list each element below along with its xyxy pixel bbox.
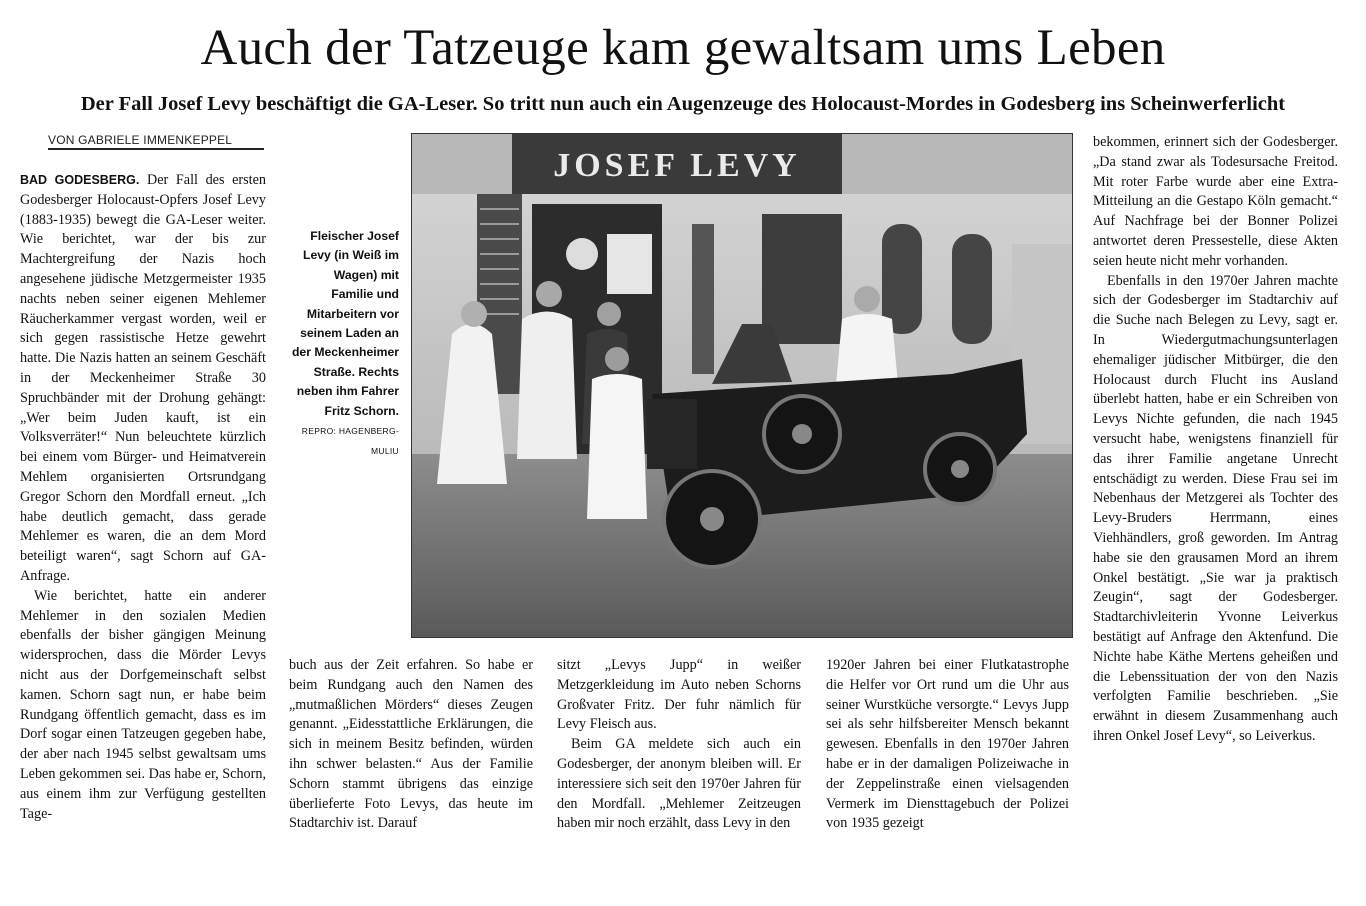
dateline: BAD GODESBERG.	[20, 173, 140, 187]
caption-text: Fleischer Josef Levy (in Weiß im Wagen) mit Familie und Mitarbeitern vor seinem Laden an der Meckenheimer Straße. Rechts neben ihm Fahrer Fritz Schorn.	[291, 229, 399, 418]
byline: VON GABRIELE IMMENKEPPEL	[48, 133, 264, 150]
article-column-2	[289, 656, 533, 851]
shop-sign-text: JOSEF LEVY	[553, 147, 801, 184]
paragraph	[20, 171, 266, 587]
subheadline: Der Fall Josef Levy beschäftigt die GA-Leser. So tritt nun auch ein Augenzeuge des Holocaust-Mordes in Godesberg ins Scheinwerferlicht	[80, 93, 1286, 115]
paragraph: sitzt „Levys Jupp“ in weißer Metzgerkleidung im Auto neben Schorns Großvater Fritz. Der fuhr nämlich für Levy Fleisch aus.	[557, 657, 801, 733]
article-column-4	[826, 656, 1069, 851]
paragraph: buch aus der Zeit erfahren. So habe er beim Rundgang auch den Namen des „mutmaßlichen Mörders“ dieses Zeugen genannt. „Eidesstattliche Erklärungen, die sich in meinem Besitz befinden, würden ihn schwer belasten.“ Aus der Familie Schorn stammt übrigens das einzige überlieferte Foto Levys, das heute im Stadtarchiv ist. Darauf	[289, 657, 533, 832]
photo-caption	[289, 227, 399, 462]
paragraph: Beim GA meldete sich auch ein Godesberger, der anonym bleiben will. Er interessiere sich seit den 1970er Jahren für den Mordfall. „Mehlemer Zeitzeugen haben mir noch erzählt, dass Levy in den	[557, 736, 801, 832]
paragraph-text: Der Fall des ersten Godesberger Holocaust-Opfers Josef Levy (1883-1935) bewegt die GA-Leser weiter. Wie berichtet, war der bis zur Machtergreifung der Nazis hoch angesehene jüdische Metzgermeister 1935 nachts neben seiner eigenen Mehlemer Räucherkammer vergast worden, weil er sich gegen rassistische Hetze gewehrt hatte. Die Nazis hatten an seinem Geschäft in der Meckenheimer Straße 30 Spruchbänder mit der Drohung gehängt: „Wer beim Juden kauft, ist ein Volksverräter!“ Nun beleuchtete kürzlich bei einem vom Bürger- und Heimatverein Mehlem organisierten Ortsrundgang Gregor Schorn den Mordfall erneut. „Ich habe deutlich gemacht, dass gerade Mehlemer es waren, die an dem Mord beteiligt waren“, sagt Schorn auf GA-Anfrage.	[20, 172, 266, 584]
headline: Auch der Tatzeuge kam gewaltsam ums Leben	[200, 20, 1166, 76]
photo-illustration	[412, 134, 1072, 637]
historic-photo	[411, 133, 1073, 638]
paragraph: Ebenfalls in den 1970er Jahren machte sich der Godesberger im Stadtarchiv auf die Suche nach Belegen zu Levy, sagt er. In Wiedergutmachungsunterlagen ehemaliger jüdischer Mitbürger, die den Holocaust durch Flucht ins Ausland überlebt hatten, habe er ein Schreiben von Levys Nichte gefunden, die nach 1945 versucht habe, wenigstens finanziell für das ihrer Familie angetane Unrecht entschädigt zu werden. Diese Frau sei im Nebenhaus der Metzgerei als Tochter des Levy-Bruders Herrmann, eines Viehhändlers, groß geworden. Im Antrag habe sie den grausamen Mord an ihrem Onkel bestätigt. „Sie war ja praktisch Zeugin“, sagt der Godesberger. Stadtarchivleiterin Yvonne Leiverkus bestätigt auf Anfrage den Aktenfund. Die Nichte habe Käthe Mertens geheißen und die Lebenssituation der von den Nazis verfolgten Familie beschrieben. „Sie erwähnt in diesem Zusammenhang auch ihren Onkel Josef Levy“, so Leiverkus.	[1093, 272, 1338, 744]
article-column-5	[1093, 133, 1338, 851]
article-column-1	[20, 171, 266, 851]
paragraph: Wie berichtet, hatte ein anderer Mehlemer in den sozialen Medien ebenfalls der bisher gängigen Meinung widersprochen, dass die Mörder Levys nicht aus der Dorfgemeinschaft selbst kamen. Schorn sagt nun, er habe beim Rundgang öffentlich gemacht, dass es im Dorf sogar einen Tatzeugen gegeben habe, der aber nach 1945 selbst gewaltsam ums Leben gekommen sei. Das habe er, Schorn, aus einem ihm zur Verfügung gestellten Tage-	[20, 587, 266, 822]
article-column-3	[557, 656, 801, 851]
photo-credit: REPRO: HAGENBERG-MULIU	[301, 426, 399, 457]
paragraph: 1920er Jahren bei einer Flutkatastrophe die Helfer vor Ort rund um die Uhr aus seiner Wurstküche versorgte.“ Levys Jupp sei als sehr hilfsbereiter Mensch bekannt gewesen. Ebenfalls in den 1970er Jahren habe er in der damaligen Polizeiwache in der Zeppelinstraße einen vielsagenden Vermerk im Diensttagebuch der Polizei von 1935 gezeigt	[826, 657, 1069, 832]
paragraph: bekommen, erinnert sich der Godesberger. „Da stand zwar als Todesursache Freitod. Mit roter Farbe wurde aber eine Extra-Mitteilung an die Gestapo Köln gemacht.“ Auf Nachfrage bei der Bonner Polizei antwortet deren Pressestelle, diese Akten seien heute nicht mehr vorhanden.	[1093, 134, 1338, 269]
